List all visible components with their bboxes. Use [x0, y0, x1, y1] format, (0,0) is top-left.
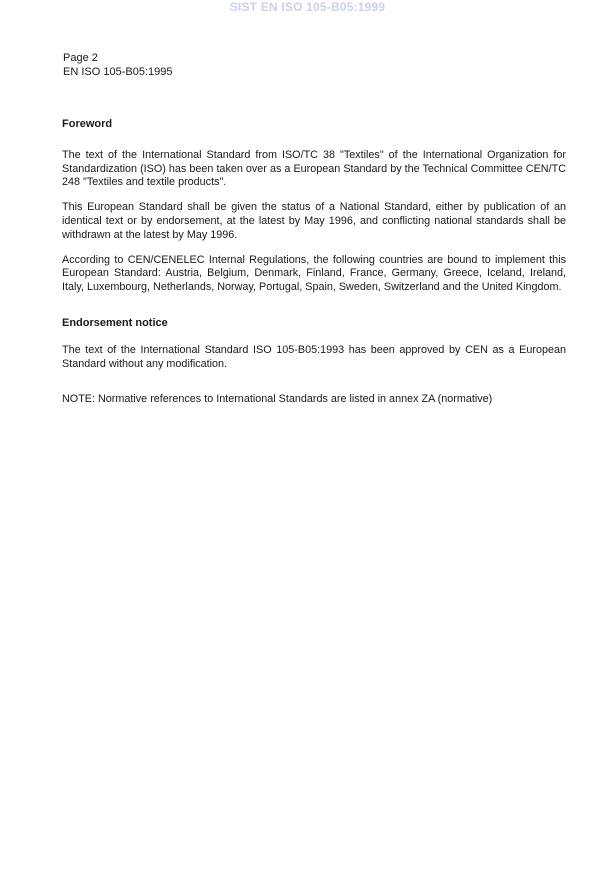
page-header	[63, 51, 172, 79]
page-number: Page 2	[63, 52, 98, 64]
watermark: SIST EN ISO 105-B05:1999	[229, 0, 386, 14]
endorsement-paragraph: The text of the International Standard ISO 105-B05:1993 has been approved by CEN as a European Standard without any modification.	[62, 343, 566, 370]
foreword-paragraph-1: The text of the International Standard from ISO/TC 38 "Textiles" of the International Organization for Standardization (ISO) has been taken over as a European Standard by the Technical Committee CEN/TC 248 "Textiles and textile products".	[62, 148, 566, 189]
document-body	[62, 118, 566, 418]
document-id: EN ISO 105-B05:1995	[63, 66, 173, 78]
foreword-paragraph-3: According to CEN/CENELEC Internal Regulations, the following countries are bound to implement this European Standard: Austria, Belgium, Denmark, Finland, France, Germany, Greece, Iceland, Ireland, Italy, Luxembourg, Netherlands, Norway, Portugal, Spain, Sweden, Switzerland and the United Kingdom.	[62, 253, 566, 294]
note-text: NOTE: Normative references to International Standards are listed in annex ZA (normative)	[62, 393, 493, 406]
foreword-heading: Foreword	[62, 118, 113, 130]
endorsement-heading: Endorsement notice	[62, 316, 168, 329]
foreword-paragraph-2: This European Standard shall be given the status of a National Standard, either by publication of an identical text or by endorsement, at the latest by May 1996, and conflicting national standards shall be withdrawn at the latest by May 1996.	[62, 201, 566, 241]
